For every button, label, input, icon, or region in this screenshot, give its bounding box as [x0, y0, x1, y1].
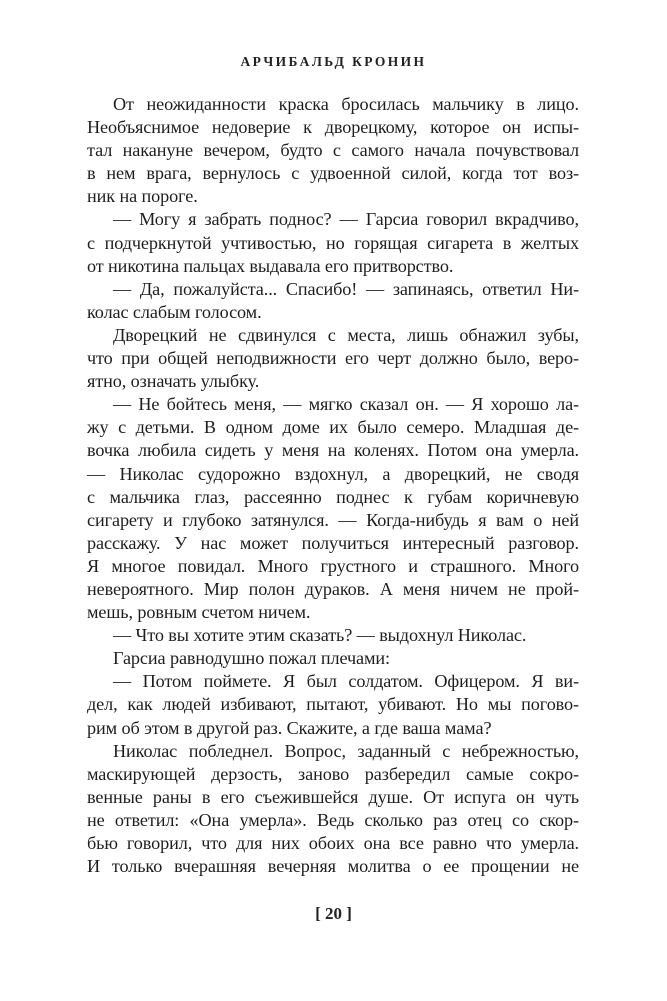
text-line: вочка любила сидеть у меня на коленях. Потом она умерла.	[87, 440, 579, 461]
text-line: что при общей неподвижности его черт должно было, веро-	[87, 348, 579, 369]
text-line: Дворецкий не сдвинулся с места, лишь обнажил зубы,	[113, 324, 579, 345]
text-line: в нем врага, вернулось с удвоенной силой, когда тот воз-	[87, 163, 579, 184]
text-line: — Да, пожалуйста... Спасибо! — запинаясь, ответил Ни-	[113, 278, 579, 299]
text-line: от никотина пальцах выдавала его притворство.	[87, 255, 454, 276]
text-line: рим об этом в другой раз. Скажите, а где ваша мама?	[87, 717, 492, 738]
text-line: венные раны в его съежившейся душе. От испуга он чуть	[87, 786, 579, 807]
text-line: — Что вы хотите этим сказать? — выдохнул Николас.	[113, 625, 527, 646]
text-line: колас слабым голосом.	[87, 301, 262, 322]
text-line: расскажу. У нас может получиться интересный разговор.	[87, 532, 579, 553]
text-line: с мальчика глаз, рассеянно поднес к губам коричневую	[87, 486, 579, 507]
text-line: Николас побледнел. Вопрос, заданный с небрежностью,	[113, 740, 579, 761]
running-head: АРЧИБАЛЬД КРОНИН	[240, 54, 427, 69]
text-line: тал накануне вечером, будто с самого начала почувствовал	[87, 140, 579, 161]
text-line: — Николас судорожно вздохнул, а дворецкий, не сводя	[87, 463, 579, 484]
text-line: — Не бойтесь меня, — мягко сказал он. — Я хорошо ла-	[113, 394, 579, 415]
text-line: Гарсиа равнодушно пожал плечами:	[113, 648, 390, 669]
text-line: не ответил: «Она умерла». Ведь сколько раз отец со скор-	[87, 809, 579, 830]
text-line: — Могу я забрать поднос? — Гарсиа говорил вкрадчиво,	[113, 209, 579, 230]
text-line: От неожиданности краска бросилась мальчику в лицо.	[113, 94, 579, 114]
text-line: невероятного. Мир полон дураков. А меня ничем не прой-	[87, 578, 579, 599]
text-line: мешь, ровным счетом ничем.	[87, 602, 311, 623]
text-line: маскирующей дерзость, заново разбередил самые сокро-	[87, 763, 579, 784]
page-number: [ 20 ]	[315, 904, 352, 923]
text-line: жу с детьми. В одном доме их было семеро. Младшая де-	[87, 417, 579, 438]
text-line: с подчеркнутой учтивостью, но горящая сигарета в желтых	[87, 232, 579, 253]
text-line: бью говорил, что для них обоих она все равно что умерла.	[87, 833, 579, 853]
text-line: Я многое повидал. Много грустного и страшного. Много	[87, 555, 579, 576]
text-line: дел, как людей избивают, пытают, убивают. Но мы погово-	[87, 694, 579, 715]
text-line: Необъяснимое недоверие к дворецкому, которое он испы-	[87, 117, 579, 138]
text-line: сигарету и глубоко затянулся. — Когда-нибудь я вам о ней	[87, 509, 579, 530]
text-line: ятно, означать улыбку.	[87, 371, 260, 392]
body-text	[87, 93, 579, 878]
text-line: И только вчерашняя вечерняя молитва о ее прощении не	[87, 856, 579, 877]
text-line: — Потом поймете. Я был солдатом. Офицером. Я ви-	[113, 671, 579, 692]
text-line: ник на пороге.	[87, 186, 198, 207]
